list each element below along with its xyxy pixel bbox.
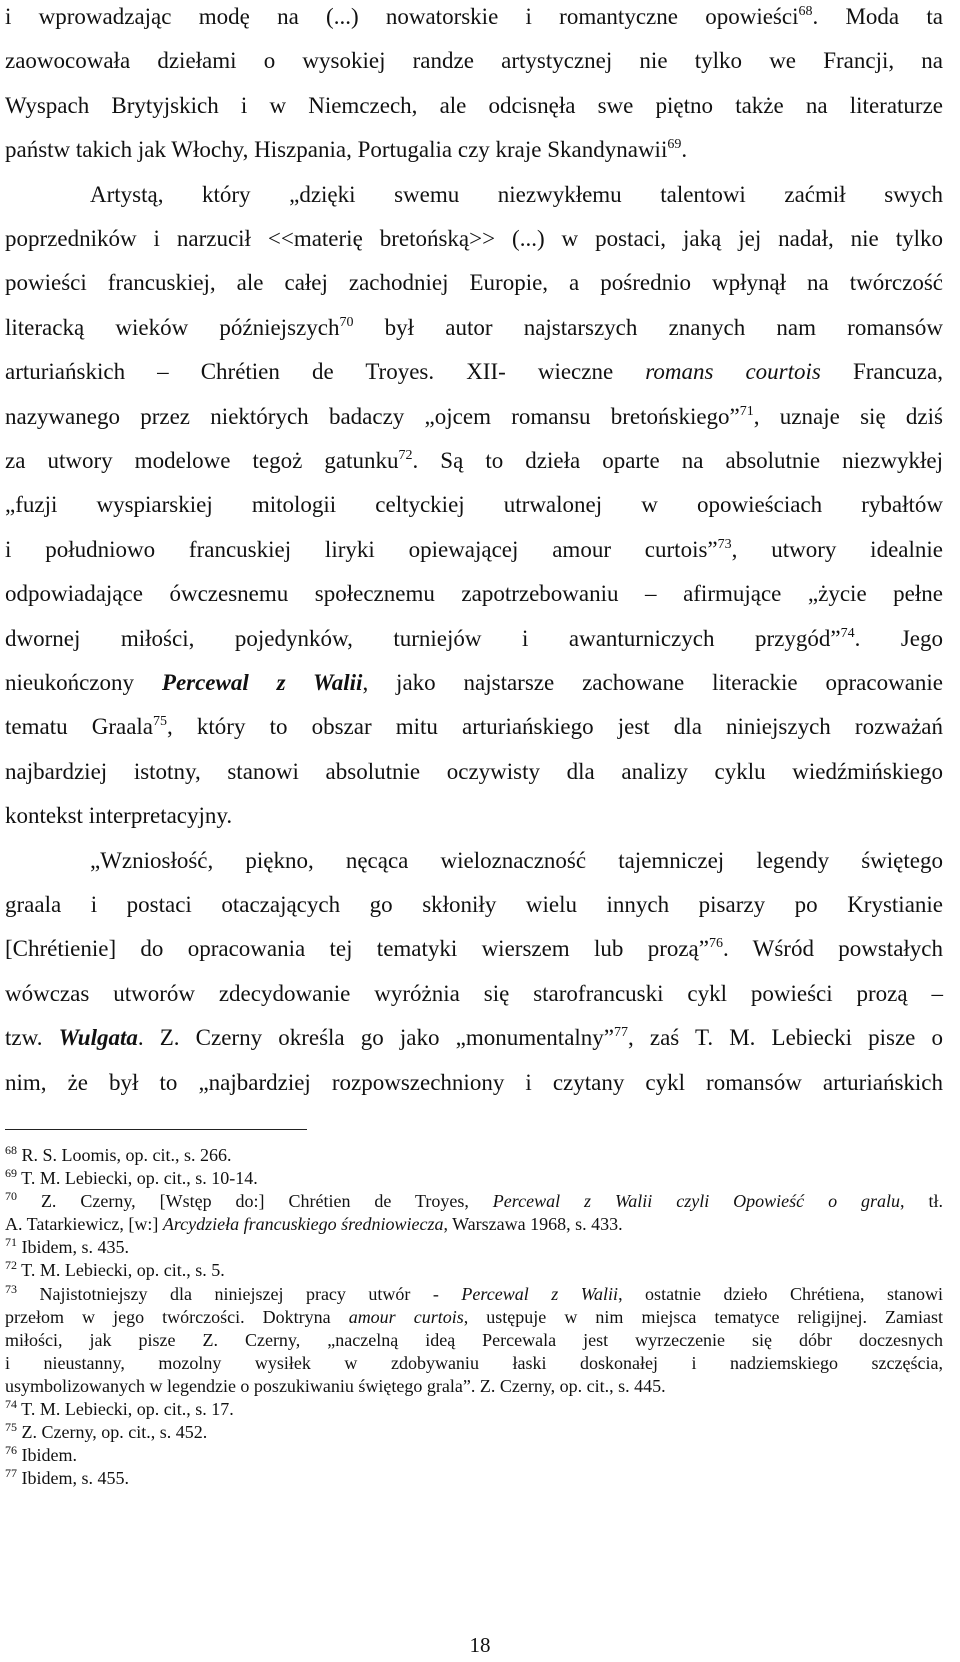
footnote-number: 70 xyxy=(5,1189,17,1203)
footnote-text: , tł. xyxy=(900,1191,943,1211)
footnote-text: A. Tatarkiewicz, [w:] xyxy=(5,1214,163,1234)
body-line-7: powieści francuskiej, ale całej zachodniej Europie, a pośrednio wpłynął na twórczość xyxy=(5,270,943,295)
body-line-1 xyxy=(5,2,943,32)
text-run: . Wśród powstałych xyxy=(722,936,943,961)
text-run: . Jego xyxy=(854,626,943,651)
footnote-number: 68 xyxy=(5,1143,17,1157)
footnote-text: przełom w jego twórczości. Doktryna xyxy=(5,1307,349,1327)
footnote-italic: amour curtois xyxy=(348,1307,464,1327)
text-run: tzw. xyxy=(5,1025,59,1050)
footnote-italic: Arcydzieła francuskiego średniowiecza xyxy=(162,1214,444,1234)
footnote-text: Z. Czerny, op. cit., s. 452. xyxy=(17,1422,208,1442)
footnote-text: , ustępuje w nim miejsca tematyce religijnej. Zamiast xyxy=(463,1307,943,1327)
text-run: , zaś T. M. Lebiecki pisze o xyxy=(628,1025,943,1050)
footnote-68 xyxy=(5,1144,943,1166)
footnote-number: 76 xyxy=(5,1443,17,1457)
footnote-number: 72 xyxy=(5,1258,17,1272)
footnote-number: 74 xyxy=(5,1397,17,1411)
body-line-8 xyxy=(5,313,943,343)
footnote-69 xyxy=(5,1167,943,1189)
footnote-text: T. M. Lebiecki, op. cit., s. 17. xyxy=(17,1399,234,1419)
body-line-16 xyxy=(5,668,943,698)
body-line-6: poprzedników i narzucił <<materię bretońską>> (...) w postaci, jaką jej nadał, nie tylko xyxy=(5,226,943,251)
body-line-21: graala i postaci otaczających go skłoniły wielu innych pisarzy po Krystianie xyxy=(5,892,943,917)
footnote-number: 69 xyxy=(5,1166,17,1180)
text-run: nieukończony xyxy=(5,670,162,695)
footnote-ref-69[interactable]: 69 xyxy=(667,137,682,152)
body-line-20: „Wzniosłość, piękno, nęcąca wieloznaczność tajemniczej legendy świętego xyxy=(90,848,943,873)
bold-italic-title: Percewal z Walii xyxy=(161,670,363,695)
text-run: arturiańskich – Chrétien de Troyes. XII- wieczne xyxy=(5,359,646,384)
footnote-text: Najistotniejszy dla niniejszej pracy utwór - xyxy=(17,1284,462,1304)
text-run: tematu Graala xyxy=(5,714,154,739)
footnote-70 xyxy=(5,1190,943,1212)
footnote-ref-77[interactable]: 77 xyxy=(614,1025,629,1040)
footnote-italic: Percewal z Walii xyxy=(461,1284,619,1304)
text-run: . Są to dzieła oparte na absolutnie niezwykłej xyxy=(412,448,943,473)
text-run: , uznaje się dziś xyxy=(753,404,943,429)
footnote-71 xyxy=(5,1236,943,1258)
page-number: 18 xyxy=(469,1633,491,1657)
footnote-73-cont-4: usymbolizowanych w legendzie o poszukiwaniu świętego grala”. Z. Czerny, op. cit., s. 445. xyxy=(5,1376,666,1396)
text-run: . Z. Czerny określa go jako „monumentalny” xyxy=(137,1025,615,1050)
text-run: państw takich jak Włochy, Hiszpania, Portugalia czy kraje Skandynawii xyxy=(5,137,668,162)
footnote-separator xyxy=(5,1129,307,1130)
footnote-text: Ibidem. xyxy=(17,1445,77,1465)
body-line-10 xyxy=(5,402,943,432)
footnote-number: 75 xyxy=(5,1420,17,1434)
footnote-ref-72[interactable]: 72 xyxy=(398,448,413,463)
footnote-number: 73 xyxy=(5,1282,17,1296)
text-run: dwornej miłości, pojedynków, turniejów i awanturniczych przygód” xyxy=(5,626,841,651)
italic-term: romans courtois xyxy=(645,359,821,384)
footnote-text: , Warszawa 1968, s. 433. xyxy=(443,1214,623,1234)
footnote-74 xyxy=(5,1398,943,1420)
footnote-text: Ibidem, s. 435. xyxy=(17,1237,129,1257)
text-run: i wprowadzając modę na (...) nowatorskie i romantyczne opowieści xyxy=(5,4,799,29)
footnote-ref-71[interactable]: 71 xyxy=(739,404,754,419)
text-run: nazywanego przez niektórych badaczy „ojcem romansu bretońskiego” xyxy=(5,404,740,429)
footnote-italic: Percewal z Walii czyli Opowieść o gralu xyxy=(492,1191,901,1211)
body-line-19: kontekst interpretacyjny. xyxy=(5,803,233,828)
footnote-number: 71 xyxy=(5,1235,17,1249)
text-run: . xyxy=(681,137,688,162)
text-run: Francuza, xyxy=(820,359,943,384)
body-line-14: odpowiadające ówczesnemu społecznemu zapotrzebowaniu – afirmujące „życie pełne xyxy=(5,581,943,606)
footnote-72 xyxy=(5,1259,943,1281)
body-line-11 xyxy=(5,446,943,476)
text-run: literacką wieków późniejszych xyxy=(5,315,340,340)
footnote-75 xyxy=(5,1421,943,1443)
body-line-9 xyxy=(5,357,943,387)
body-line-2: zaowocowała dziełami o wysokiej randze artystycznej nie tylko we Francji, na xyxy=(5,48,943,73)
body-line-25: nim, że był to „najbardziej rozpowszechniony i czytany cykl romansów arturiańskich xyxy=(5,1070,943,1095)
footnote-ref-75[interactable]: 75 xyxy=(153,714,168,729)
footnote-77 xyxy=(5,1467,943,1489)
footnote-73 xyxy=(5,1283,943,1305)
footnote-text: , ostatnie dzieło Chrétiena, stanowi xyxy=(618,1284,943,1304)
body-line-12: „fuzji wyspiarskiej mitologii celtyckiej utrwalonej w opowieściach rybałtów xyxy=(5,492,943,517)
footnote-ref-76[interactable]: 76 xyxy=(708,936,723,951)
body-line-5: Artystą, który „dzięki swemu niezwykłemu talentowi zaćmił swych xyxy=(90,182,943,207)
body-line-4 xyxy=(5,135,943,165)
footnote-text: Ibidem, s. 455. xyxy=(17,1468,129,1488)
text-run: za utwory modelowe tegoż gatunku xyxy=(5,448,399,473)
footnote-ref-70[interactable]: 70 xyxy=(339,315,354,330)
footnote-text: T. M. Lebiecki, op. cit., s. 10-14. xyxy=(17,1168,258,1188)
text-run: . Moda ta xyxy=(812,4,943,29)
text-run: , utwory idealnie xyxy=(731,537,943,562)
footnote-73-cont-3: i nieustanny, mozolny wysiłek w zdobywaniu łaski doskonałej i nadziemskiego szczęścia, xyxy=(5,1353,943,1373)
footnote-ref-73[interactable]: 73 xyxy=(717,537,732,552)
text-run: był autor najstarszych znanych nam romansów xyxy=(353,315,944,340)
body-line-15 xyxy=(5,624,943,654)
text-run: , który to obszar mitu arturiańskiego jest dla niniejszych rozważań xyxy=(167,714,944,739)
body-line-22 xyxy=(5,934,943,964)
bold-italic-title: Wulgata xyxy=(58,1025,138,1050)
footnote-ref-74[interactable]: 74 xyxy=(840,626,855,641)
footnote-text: Z. Czerny, [Wstęp do:] Chrétien de Troyes, xyxy=(17,1191,493,1211)
footnote-73-cont-2: miłości, jak pisze Z. Czerny, „naczelną ideą Percewala jest wyrzeczenie się dóbr doczesnych xyxy=(5,1330,943,1350)
body-line-13 xyxy=(5,535,943,565)
body-line-24 xyxy=(5,1023,943,1053)
text-run: [Chrétienie] do opracowania tej tematyki wierszem lub prozą” xyxy=(5,936,709,961)
body-line-3: Wyspach Brytyjskich i w Niemczech, ale odcisnęła swe piętno także na literaturze xyxy=(5,93,943,118)
footnote-text: T. M. Lebiecki, op. cit., s. 5. xyxy=(17,1260,225,1280)
footnote-text: R. S. Loomis, op. cit., s. 266. xyxy=(17,1145,232,1165)
body-line-17 xyxy=(5,712,943,742)
text-run: , jako najstarsze zachowane literackie opracowanie xyxy=(362,670,943,695)
body-line-18: najbardziej istotny, stanowi absolutnie oczywisty dla analizy cyklu wiedźmińskiego xyxy=(5,759,943,784)
footnote-76 xyxy=(5,1444,943,1466)
body-line-23: wówczas utworów zdecydowanie wyróżnia się starofrancuski cykl powieści prozą – xyxy=(5,981,943,1006)
footnote-70-cont xyxy=(5,1213,943,1235)
footnote-ref-68[interactable]: 68 xyxy=(798,4,813,19)
footnote-number: 77 xyxy=(5,1466,17,1480)
footnote-73-cont-1 xyxy=(5,1306,943,1328)
text-run: i południowo francuskiej liryki opiewającej amour curtois” xyxy=(5,537,718,562)
